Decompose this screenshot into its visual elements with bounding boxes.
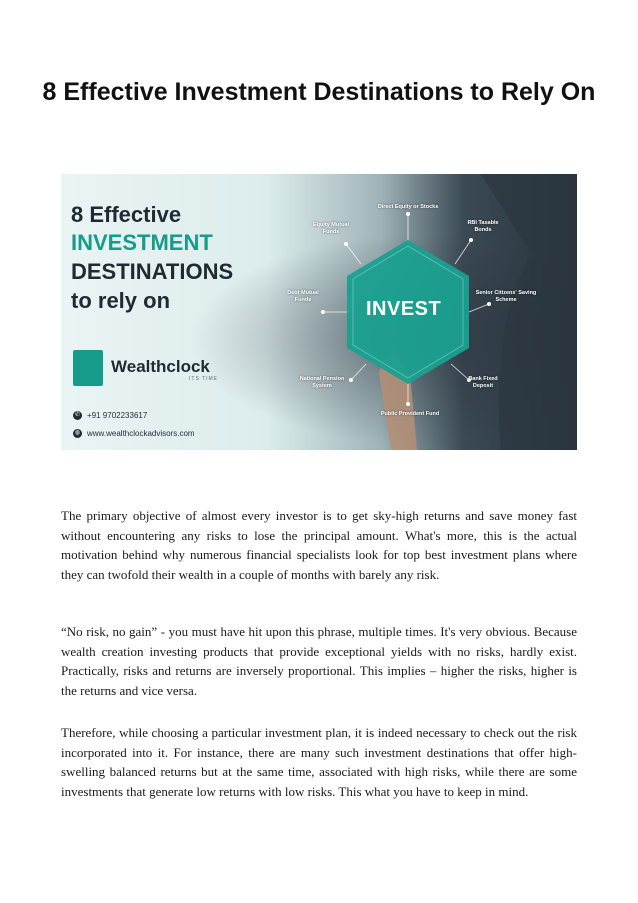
- suit-shape: [481, 174, 577, 450]
- brand-tag: ITS TIME: [189, 376, 219, 382]
- node-debt-mf: Debt Mutual Funds: [287, 290, 319, 303]
- brand-name: Wealthclock: [111, 357, 210, 376]
- logo-box: [73, 350, 103, 386]
- node-equity-mf: Equity Mutual Funds: [312, 222, 350, 235]
- banner-image: [61, 174, 577, 450]
- node-ppf: Public Provident Fund: [380, 411, 440, 417]
- banner-heading-line1: 8 Effective: [71, 202, 182, 227]
- node-nps: National Pension System: [299, 376, 345, 389]
- website-text: www.wealthclockadvisors.com: [87, 429, 195, 438]
- paragraph-objective: The primary objective of almost every investor is to get sky-high returns and save money fast without encountering any risks to lose the principal amount. What's more, this is the actual motivation behind why numerous financial specialists look for top best investment plans where they can twofold their wealth in a couple of months with barely any risk.: [61, 508, 577, 582]
- contact-website: [73, 429, 195, 438]
- banner-heading-line3: DESTINATIONS: [71, 259, 234, 284]
- page-title: 8 Effective Investment Destinations to Rely On: [42, 78, 596, 106]
- node-direct-equity: Direct Equity or Stocks: [377, 204, 439, 210]
- phone-text: +91 9702233617: [87, 411, 148, 420]
- paragraph-no-risk: “No risk, no gain” - you must have hit upon this phrase, multiple times. It's very obvious. Because wealth creation investing products that provide exceptional yields with no risks, hardly exist. Practically, risks and returns are inversely proportional. This implies – higher the risks, higher is the returns and vice versa.: [61, 624, 577, 698]
- globe-icon: ◍: [74, 430, 81, 436]
- paragraph-choosing-plan: Therefore, while choosing a particular investment plan, it is indeed necessary to check out the risk incorporated into it. For instance, there are many such investment destinations that offer high-swelling balanced returns but at the same time, associated with high risks, while there are some investments that generate low returns with low risks. This what you have to keep in mind.: [61, 725, 577, 799]
- banner-heading-line4: to rely on: [71, 288, 171, 313]
- node-bank-fd: Bank Fixed Deposit: [468, 376, 498, 389]
- node-rbi-bonds: RBI Taxable Bonds: [467, 220, 499, 233]
- banner-heading-line2: INVESTMENT: [71, 230, 213, 255]
- invest-label: INVEST: [366, 298, 442, 320]
- contact-phone: [73, 411, 147, 420]
- phone-icon: ✆: [74, 412, 81, 418]
- node-senior-citizens: Senior Citizens' Saving Scheme: [475, 290, 537, 303]
